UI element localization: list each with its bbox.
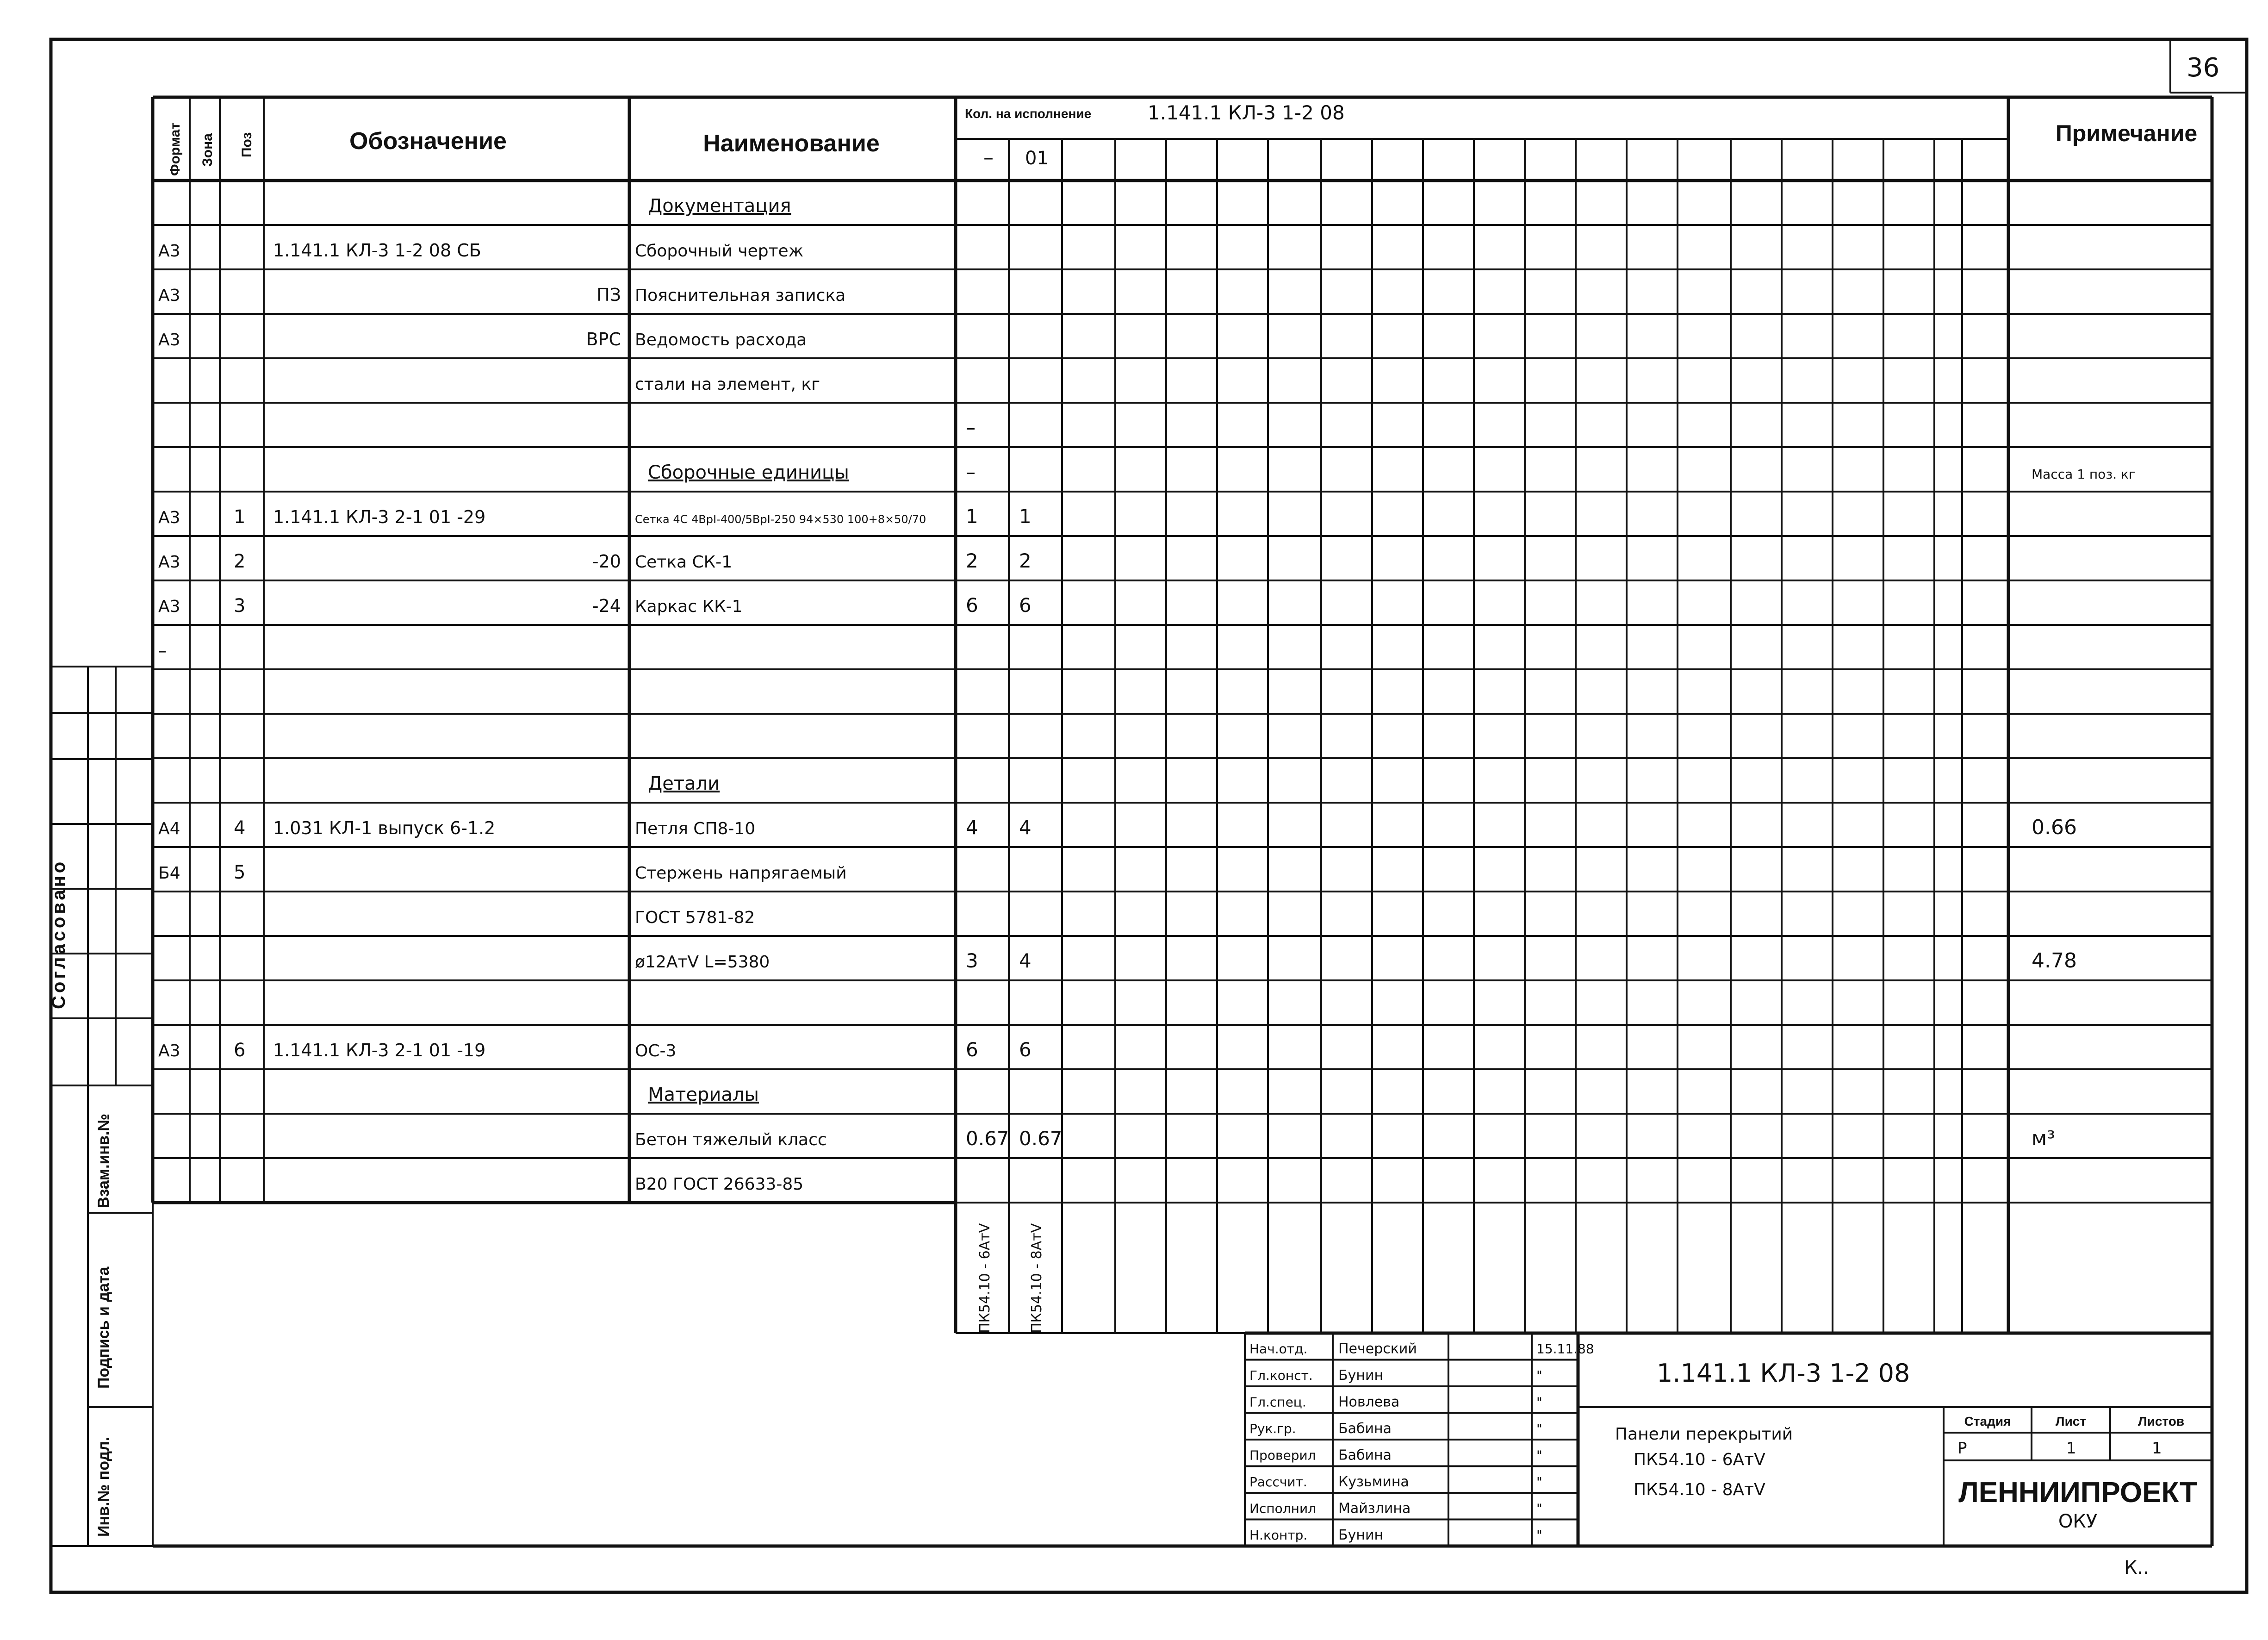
signature-date: " — [1536, 1528, 1542, 1543]
signature-date: " — [1536, 1447, 1542, 1463]
signature-date: " — [1536, 1474, 1542, 1490]
row-name: ОС-3 — [635, 1041, 677, 1060]
stage-value: Р — [1957, 1439, 1967, 1458]
header-var-dash: – — [983, 146, 994, 169]
row-format: А3 — [158, 1041, 180, 1060]
signature-rows — [1245, 1341, 1594, 1544]
signature-name: Печерский — [1338, 1341, 1417, 1357]
row-name: В20 ГОСТ 26633-85 — [635, 1175, 804, 1194]
signature-role: Нач.отд. — [1249, 1341, 1308, 1357]
row-format: Б4 — [158, 864, 180, 883]
row-position: 3 — [234, 595, 246, 617]
signature-role: Рассчит. — [1249, 1474, 1307, 1490]
row-name: ø12АтV L=5380 — [635, 953, 770, 972]
row-format: – — [158, 642, 167, 661]
row-qty-01: 4 — [1019, 949, 1031, 972]
signature-date: " — [1536, 1368, 1542, 1383]
row-note: Масса 1 поз. кг — [2032, 467, 2136, 482]
side-sign-date-label: Подпись и дата — [95, 1266, 112, 1389]
row-designation: 1.141.1 КЛ-3 1-2 08 СБ — [273, 240, 481, 261]
row-position: 4 — [234, 817, 246, 839]
row-format: А3 — [158, 597, 180, 616]
side-strip — [49, 667, 153, 1546]
signature-date: " — [1536, 1501, 1542, 1516]
section-heading: Материалы — [648, 1084, 759, 1105]
row-qty-dash: 6 — [966, 1038, 978, 1061]
header-note: Примечание — [2055, 120, 2198, 146]
header-name: Наименование — [703, 130, 880, 157]
row-format: А3 — [158, 508, 180, 527]
row-name: ГОСТ 5781-82 — [635, 908, 755, 927]
signature-date: " — [1536, 1421, 1542, 1436]
row-format: А3 — [158, 330, 180, 349]
title-line-2: ПК54.10 - 6АтV — [1634, 1450, 1765, 1469]
signature-name: Новлева — [1338, 1394, 1400, 1410]
row-name: Каркас КК-1 — [635, 597, 743, 616]
row-qty-dash: 0.67 — [966, 1127, 1009, 1150]
row-qty-01: 6 — [1019, 1038, 1031, 1061]
signature-name: Бабина — [1338, 1447, 1392, 1464]
signature-role: Проверил — [1249, 1447, 1316, 1463]
row-designation: ВРС — [586, 329, 621, 349]
row-note: м³ — [2032, 1127, 2055, 1150]
row-designation: 1.031 КЛ-1 выпуск 6-1.2 — [273, 818, 496, 838]
row-name: стали на элемент, кг — [635, 375, 820, 394]
row-position: 5 — [234, 862, 246, 883]
signature-name: Бунин — [1338, 1527, 1384, 1543]
signature-role: Рук.гр. — [1249, 1421, 1296, 1436]
row-name: Ведомость расхода — [635, 330, 807, 349]
row-designation: 1.141.1 КЛ-3 2-1 01 -29 — [273, 507, 486, 527]
side-inv-sub-label: Инв.№ подл. — [95, 1436, 112, 1537]
header-qty: Кол. на исполнение — [965, 106, 1092, 121]
row-note: 4.78 — [2032, 949, 2077, 973]
row-qty-dash: 3 — [966, 949, 978, 972]
row-format: А3 — [158, 553, 180, 572]
signature-role: Гл.спец. — [1249, 1394, 1306, 1410]
side-agreed-label: Согласовано — [49, 859, 69, 1009]
sheets-label: Листов — [2138, 1414, 2185, 1428]
spec-table-grid — [153, 97, 2212, 1333]
header-var-01: 01 — [1025, 148, 1049, 169]
row-designation: 1.141.1 КЛ-3 2-1 01 -19 — [273, 1040, 486, 1060]
row-qty-dash: 4 — [966, 816, 978, 839]
page-number-box — [2170, 39, 2247, 93]
row-qty-dash: 1 — [966, 505, 978, 528]
sheet-label: Лист — [2055, 1414, 2087, 1428]
row-qty-dash: 2 — [966, 549, 978, 572]
header-pos: Поз — [239, 132, 255, 157]
row-qty-dash: – — [966, 416, 976, 439]
sheet-value: 1 — [2066, 1439, 2076, 1458]
signature-name: Майзлина — [1338, 1500, 1411, 1517]
section-heading: Документация — [648, 195, 791, 217]
header-designation: Обозначение — [349, 128, 507, 155]
row-qty-01: 4 — [1019, 816, 1031, 839]
signature-date: " — [1536, 1394, 1542, 1410]
row-qty-dash: 6 — [966, 594, 978, 617]
row-position: 6 — [234, 1040, 246, 1061]
sheets-value: 1 — [2152, 1439, 2162, 1458]
row-name: Пояснительная записка — [635, 286, 846, 305]
corner-mark: К.. — [2124, 1557, 2149, 1578]
row-name: Петля СП8-10 — [635, 819, 756, 838]
row-qty-dash: – — [966, 461, 976, 483]
row-qty-01: 2 — [1019, 549, 1031, 572]
header-format: Формат — [168, 122, 183, 176]
signature-role: Н.контр. — [1249, 1528, 1308, 1543]
signature-name: Кузьмина — [1338, 1474, 1409, 1490]
row-name: Стержень напрягаемый — [635, 864, 847, 883]
row-designation: -24 — [592, 596, 621, 616]
signature-date: 15.11.88 — [1536, 1341, 1594, 1357]
signature-role: Гл.конст. — [1249, 1368, 1313, 1383]
variant-label-2: ПК54.10 - 8АтV — [1029, 1223, 1045, 1333]
row-name: Сетка СК-1 — [635, 553, 733, 572]
title-line-1: Панели перекрытий — [1615, 1425, 1793, 1444]
title-block — [153, 1333, 2212, 1546]
section-heading: Детали — [648, 773, 720, 794]
row-qty-01: 6 — [1019, 594, 1031, 617]
row-position: 2 — [234, 551, 246, 572]
sheet-frame — [51, 39, 2247, 1592]
section-heading: Сборочные единицы — [648, 462, 849, 483]
row-position: 1 — [234, 506, 246, 528]
variant-label-1: ПК54.10 - 6АтV — [977, 1223, 993, 1333]
header-qty-doc: 1.141.1 КЛ-3 1-2 08 — [1148, 101, 1345, 124]
row-format: А3 — [158, 242, 180, 261]
row-format: А3 — [158, 286, 180, 305]
row-qty-01: 1 — [1019, 505, 1031, 528]
org-name: ЛЕННИИПРОЕКТ — [1958, 1477, 2197, 1509]
row-qty-01: 0.67 — [1019, 1127, 1063, 1150]
side-replace-inv-label: Взам.инв.№ — [95, 1113, 112, 1208]
stage-label: Стадия — [1964, 1414, 2011, 1428]
row-format: А4 — [158, 819, 180, 838]
signature-name: Бабина — [1338, 1421, 1392, 1437]
page-number: 36 — [2187, 53, 2220, 83]
row-note: 0.66 — [2032, 816, 2077, 839]
row-designation: ПЗ — [597, 285, 621, 305]
row-name: Сборочный чертеж — [635, 242, 804, 261]
title-line-3: ПК54.10 - 8АтV — [1634, 1480, 1765, 1499]
variant-labels — [977, 1223, 1045, 1333]
signature-role: Исполнил — [1249, 1501, 1317, 1516]
row-designation: -20 — [592, 551, 621, 572]
row-name: Сетка 4С 4ВрI-400/5ВрI-250 94×530 100+8×50/70 — [635, 513, 926, 526]
title-doc-code: 1.141.1 КЛ-3 1-2 08 — [1657, 1359, 1910, 1388]
header-zone: Зона — [200, 133, 215, 167]
signature-name: Бунин — [1338, 1367, 1384, 1384]
org-sub: ОКУ — [2058, 1511, 2098, 1532]
spec-table-rows — [158, 195, 2136, 1194]
row-name: Бетон тяжелый класс — [635, 1130, 827, 1149]
